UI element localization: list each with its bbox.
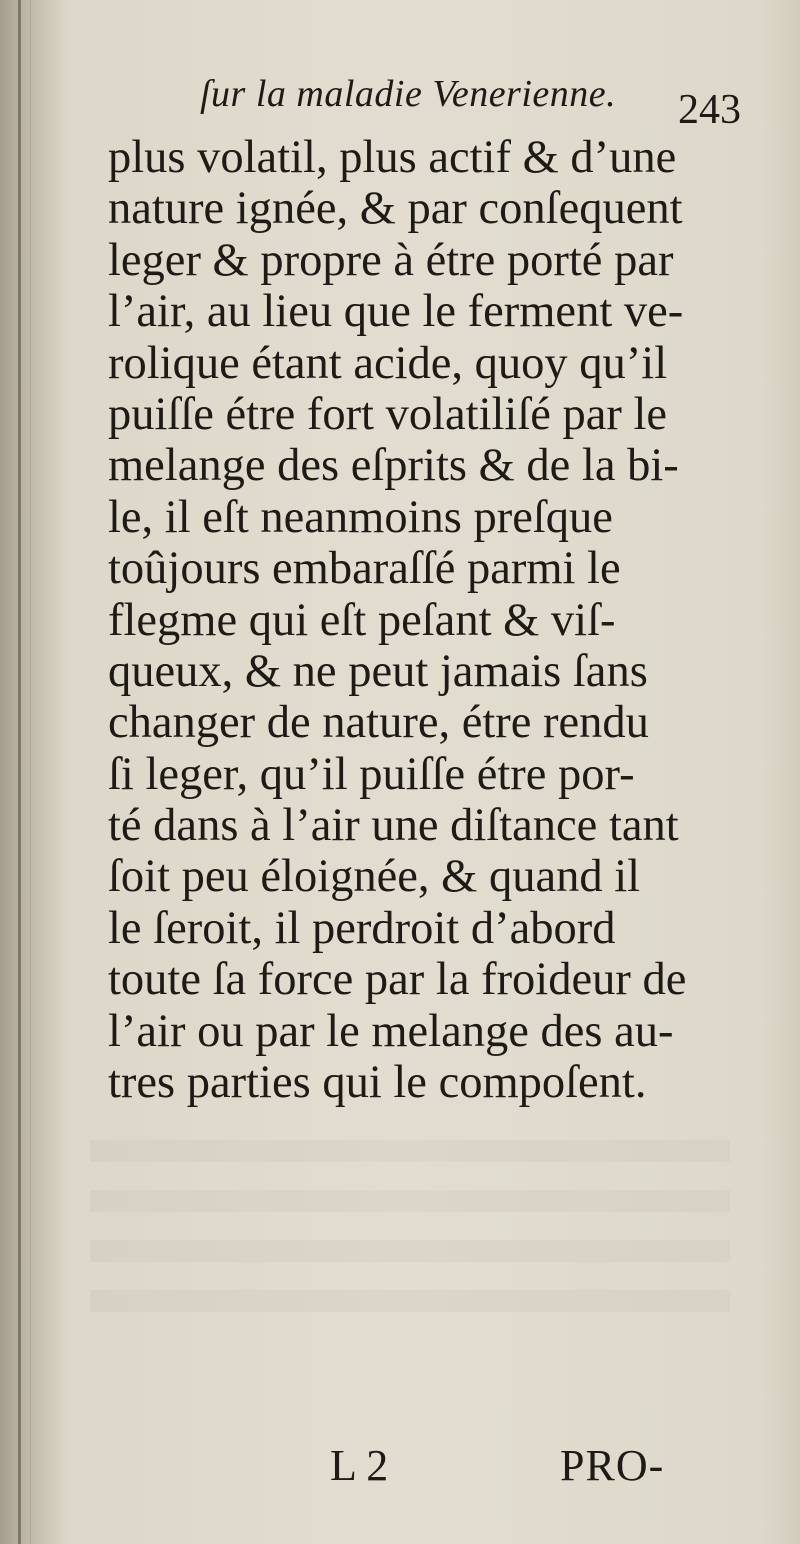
gutter-line <box>18 0 21 1544</box>
page-footer <box>330 1440 750 1500</box>
text-line: le ſeroit, il perdroit d’abord <box>108 902 616 954</box>
text-line: ſoit peu éloignée, & quand il <box>108 851 641 903</box>
text-line: changer de nature, étre rendu <box>108 697 649 749</box>
page-edge-shadow <box>0 0 70 1544</box>
catchword: PRO- <box>560 1441 665 1490</box>
text-line: toûjours embaraſſé parmi le <box>108 543 621 595</box>
text-line: nature ignée, & par conſequent <box>108 183 683 235</box>
text-line: flegme qui eſt peſant & viſ- <box>108 594 616 646</box>
text-line: puiſſe étre fort volatiliſé par le <box>108 388 668 440</box>
text-line: tres parties qui le compoſent. <box>108 1057 647 1109</box>
gutter-line-faint <box>30 0 31 1544</box>
signature-mark: L 2 <box>330 1441 389 1490</box>
running-title: ſur la maladie Venerienne. <box>200 73 617 115</box>
bleed-through-shadow <box>90 1140 730 1340</box>
text-line: l’air, au lieu que le ferment ve- <box>108 286 684 338</box>
body-text <box>108 132 768 1108</box>
text-line: melange des eſprits & de la bi- <box>108 440 679 492</box>
text-line: toute ſa force par la froideur de <box>108 954 687 1006</box>
text-line: leger & propre à étre porté par <box>108 234 674 286</box>
text-line: ſi leger, qu’il puiſſe étre por- <box>108 748 635 800</box>
page-number: 243 <box>678 87 741 133</box>
text-line: rolique étant acide, quoy qu’il <box>108 337 668 389</box>
text-line: plus volatil, plus actif & d’une <box>108 132 677 183</box>
running-head <box>200 72 770 132</box>
text-line: queux, & ne peut jamais ſans <box>108 645 648 697</box>
text-line: l’air ou par le melange des au- <box>108 1005 674 1057</box>
text-line: le, il eſt neanmoins preſque <box>108 491 613 543</box>
text-line: té dans à l’air une diſtance tant <box>108 800 679 852</box>
